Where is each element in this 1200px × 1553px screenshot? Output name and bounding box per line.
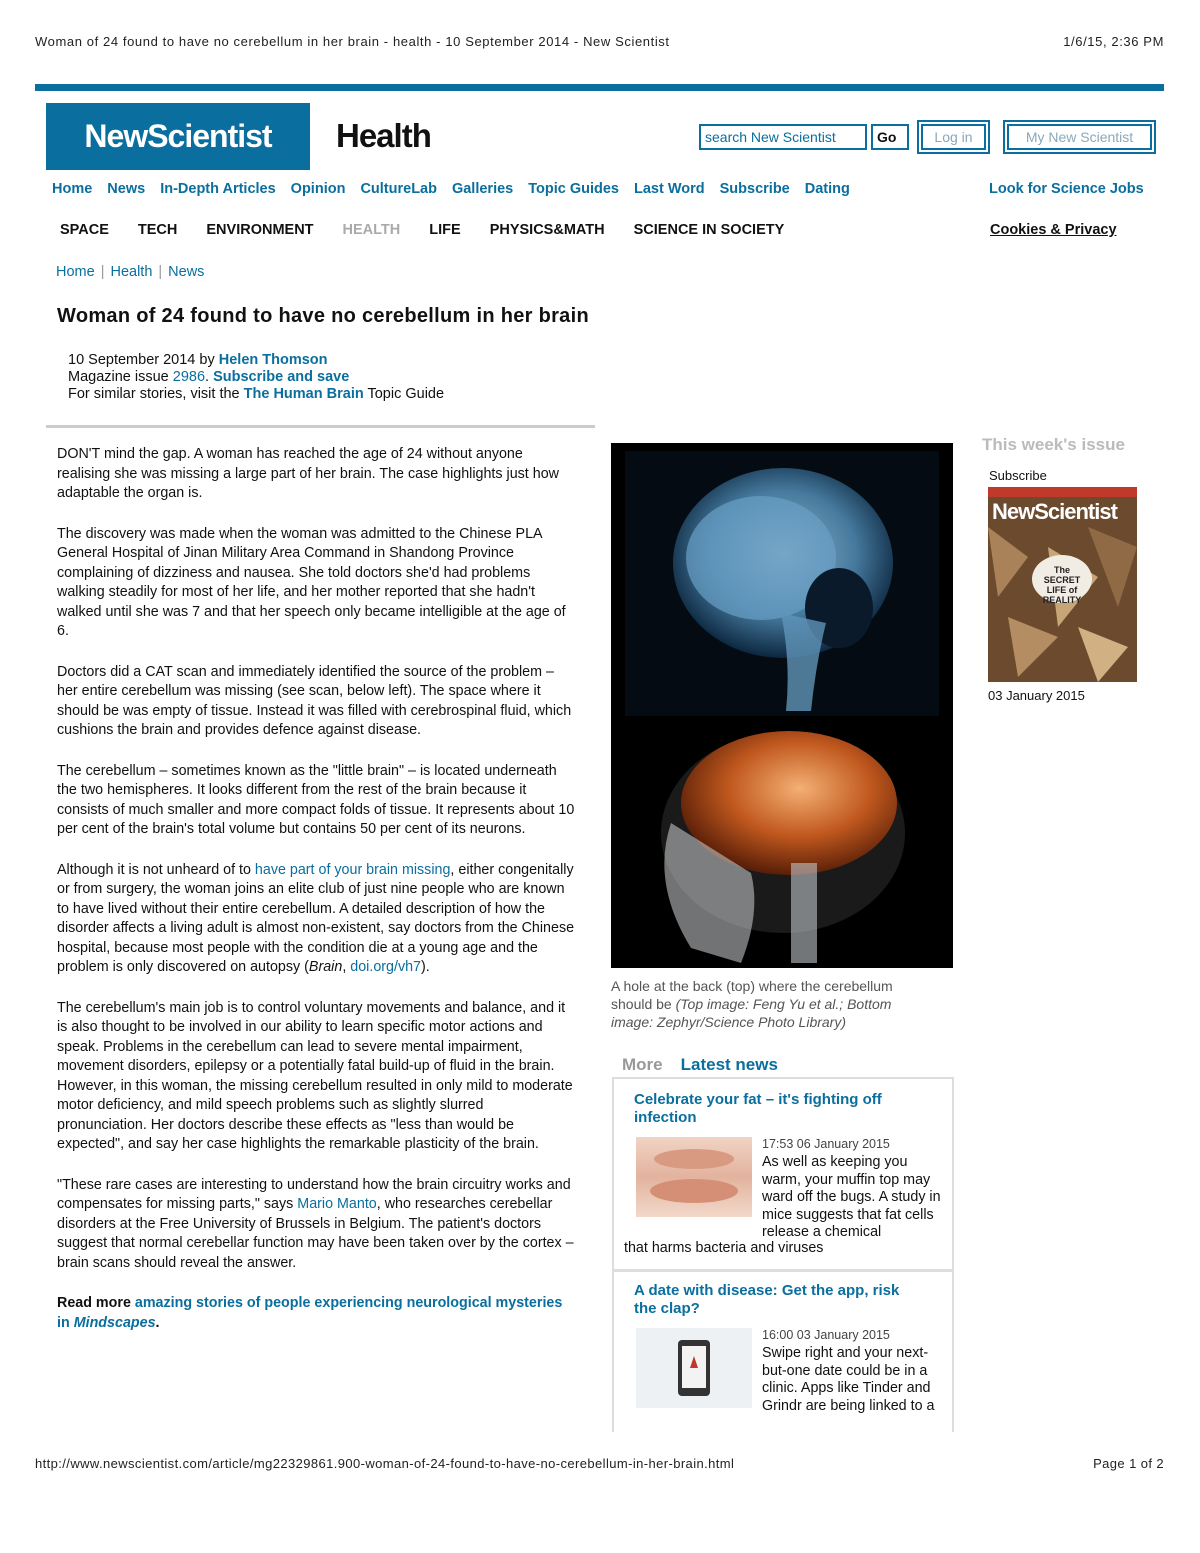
nav-dating[interactable]: Dating [804,181,850,197]
print-footer [35,1456,1164,1471]
section-life[interactable]: LIFE [429,222,461,238]
section-nav [60,222,813,238]
latest-news-header [622,1055,778,1075]
brain-scan-image [611,443,953,968]
paragraph [57,1176,575,1274]
journal-name: Brain [308,959,343,975]
newscientist-logo[interactable] [46,103,310,170]
section-health[interactable]: HEALTH [342,222,401,238]
news-summary: Swipe right and your next-but-one date could be in a clinic. Apps like Tinder and Grindr are being linked to a [762,1345,935,1414]
similar-label: For similar stories, visit the [68,386,244,402]
print-page-number: Page 1 of 2 [1093,1456,1164,1471]
list-item [624,1282,949,1318]
read-more-label: Read more [57,1295,135,1311]
nav-last-word[interactable]: Last Word [634,181,705,197]
nav-in-depth[interactable]: In-Depth Articles [160,181,276,197]
breadcrumb-news[interactable]: News [168,264,205,280]
science-jobs-link[interactable]: Look for Science Jobs [989,181,1144,197]
paragraph [57,861,575,978]
news-title-link[interactable]: A date with disease: Get the app, risk the clap? [634,1282,900,1317]
figure-caption [611,977,931,1031]
my-new-scientist-button[interactable]: My New Scientist [1007,124,1152,150]
text: , who researches cerebellar disorders at the Free University of Brussels in Belgium. The patient's doctors suggest that normal cerebellar function may have been taken over by the cortex – brain scans should reveal the answer. [57,1196,574,1271]
paragraph: Doctors did a CAT scan and immediately identified the source of the problem – her entire cerebellum was missing (see scan, below left). The space where it should be was empty of tissue. Instead it was filled with cerebrospinal fluid, which cushions the brain and provides defence against disease. [57,663,572,738]
more-tab[interactable]: More [622,1055,663,1074]
cover-logo: NewScientist [992,499,1117,524]
article-headline: Woman of 24 found to have no cerebellum in her brain [57,305,589,327]
paragraph: DON'T mind the gap. A woman has reached the age of 24 without anyone realising she was missing a large part of her brain. The case highlights just how adaptable the organ is. [57,446,559,501]
this-weeks-issue-heading: This week's issue [982,435,1125,454]
similar-tail: Topic Guide [363,386,445,402]
text: . [155,1314,160,1331]
news-summary: As well as keeping you warm, your muffin top may ward off the bugs. A study in mice suggests that fat cells release a chemical [762,1154,941,1240]
latest-news-tab[interactable]: Latest news [680,1055,778,1074]
text: , [342,959,351,975]
breadcrumb-separator: | [158,264,163,280]
date-byline: 10 September 2014 by [68,352,219,368]
login-button[interactable]: Log in [921,124,986,150]
latest-news-box [612,1077,954,1432]
brain-scan-illustration [611,443,953,968]
news-thumbnail[interactable] [636,1328,752,1408]
list-item [624,1091,949,1127]
paragraph: The cerebellum – sometimes known as the "little brain" – is located underneath the two hemispheres. It looks different from the rest of the brain because it consists of much smaller and more compact folds of tissue. It represents about 10 per cent of the brain's total volume but contains 50 per cent of its neurons. [57,762,575,837]
issue-subscribe-link[interactable]: Subscribe [989,468,1047,483]
news-divider [614,1269,952,1272]
breadcrumb [56,264,204,280]
nav-culturelab[interactable]: CultureLab [360,181,437,197]
logo-text: NewScientist [84,118,272,154]
print-header [35,34,1164,49]
nav-opinion[interactable]: Opinion [290,181,346,197]
breadcrumb-health[interactable]: Health [110,264,153,280]
issue-dot: . [205,369,214,385]
article-body [57,445,575,1354]
search-input[interactable] [699,124,867,150]
nav-news[interactable]: News [107,181,146,197]
nav-topic-guides[interactable]: Topic Guides [528,181,620,197]
hands-thumbnail-art [636,1137,752,1217]
article-divider [46,425,595,428]
text: , either congenitally or from surgery, the woman joins an elite club of just nine people who are known to have lived without their entire cerebellum. A detailed description of how the disorder affects a living adult is almost non-existent, say doctors from the Chinese hospital, because most people with the condition die at a young age and the problem is only discovered on autopsy ( [57,861,575,975]
news-summary-tail: that harms bacteria and viruses [624,1240,824,1256]
caption-credit: (Top image: Feng Yu et al.; Bottom image: Zephyr/Science Photo Library) [611,996,892,1030]
read-more [57,1294,575,1333]
mindscapes-italic: Mindscapes [73,1314,156,1331]
section-space[interactable]: SPACE [60,222,109,238]
mario-manto-link[interactable]: Mario Manto [297,1196,377,1212]
text: "These rare cases are interesting to understand how the brain circuitry works and compensates for missing parts," says [57,1176,571,1212]
subscribe-save-link[interactable]: Subscribe and save [213,369,350,385]
doi-link[interactable]: doi.org/vh7 [350,959,422,975]
primary-nav [52,181,850,197]
news-timestamp: 17:53 06 January 2015 [762,1137,890,1151]
breadcrumb-home[interactable]: Home [56,264,95,280]
top-accent-bar [35,84,1164,91]
section-physics-math[interactable]: PHYSICS&MATH [489,222,605,238]
brain-missing-link[interactable]: have part of your brain missing [254,861,451,878]
mindscapes-link-text: amazing stories of people experiencing neurological mysteries in [57,1295,563,1331]
paragraph: The discovery was made when the woman was admitted to the Chinese PLA General Hospital of Jinan Military Area Command in Shandong Province complaining of dizziness and nausea. She told doctors she'd had problems walking steadily for most of her life, and her mother reported that she hadn't walked until she was 7 and that her speech only became intelligible at the age of 6. [57,525,566,639]
nav-subscribe[interactable]: Subscribe [719,181,790,197]
nav-home[interactable]: Home [52,181,93,197]
nav-galleries[interactable]: Galleries [451,181,514,197]
news-title-link[interactable]: Celebrate your fat – it's fighting off infection [634,1091,882,1126]
breadcrumb-separator: | [100,264,105,280]
caption-text: A hole at the back (top) where the cerebellum should be [611,978,893,1012]
go-button[interactable]: Go [871,124,909,150]
news-thumbnail[interactable] [636,1137,752,1217]
topic-guide-link[interactable]: The Human Brain [243,386,364,402]
text: Although it is not unheard of to [57,861,255,878]
article-meta [68,352,444,403]
text: ). [421,959,430,975]
section-tech[interactable]: TECH [137,222,178,238]
phone-thumbnail-art [636,1328,752,1408]
author-link[interactable]: Helen Thomson [218,352,328,368]
section-science-in-society[interactable]: SCIENCE IN SOCIETY [633,222,785,238]
cover-headline: The SECRET LIFE of REALITY [1042,565,1082,605]
section-title: Health [336,117,431,154]
paragraph: The cerebellum's main job is to control voluntary movements and balance, and it is also thought to be involved in our ability to learn specific motor actions and speak. Problems in the cerebellum can lead to severe mental impairment, movement disorders, epilepsy or a potentially fatal build-up of fluid in the brain. However, in this woman, the missing cerebellum resulted in only mild to moderate motor deficiency, and mild speech problems such as slightly slurred pronunciation. Her doctors describe these effects as "less than would be expected", and say her case highlights the remarkable plasticity of the brain. [57,999,573,1152]
magazine-cover[interactable] [988,487,1137,682]
news-timestamp: 16:00 03 January 2015 [762,1328,890,1342]
section-environment[interactable]: ENVIRONMENT [206,222,314,238]
issue-label: Magazine issue [68,369,173,385]
issue-date: 03 January 2015 [988,688,1085,703]
cookies-privacy-link[interactable]: Cookies & Privacy [990,222,1117,238]
issue-number-link[interactable]: 2986 [172,369,206,385]
print-title: Woman of 24 found to have no cerebellum in her brain - health - 10 September 2014 - New Scientist [35,34,670,49]
print-url: http://www.newscientist.com/article/mg22329861.900-woman-of-24-found-to-have-no-cerebellum-in-her-brain.html [35,1456,735,1471]
print-datetime: 1/6/15, 2:36 PM [1063,34,1164,49]
